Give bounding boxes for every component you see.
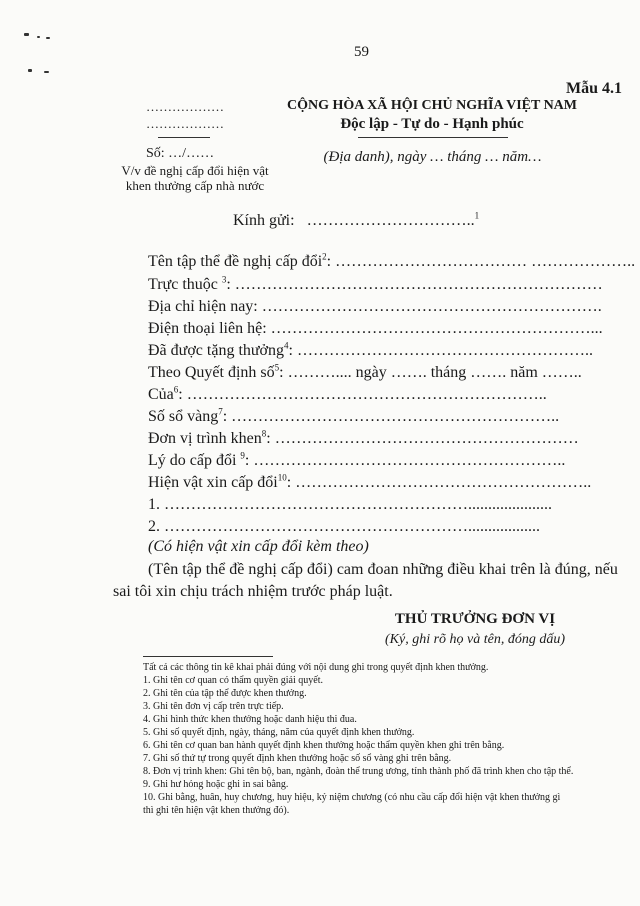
footnote-ref: 3 [221, 274, 227, 285]
national-motto: Độc lập - Tự do - Hạnh phúc [340, 116, 524, 132]
footnote-10: 10. Ghi bằng, huân, huy chương, huy hiệu, kỷ niệm chương (có nhu cầu cấp đổi hiện vật khen thưởng gì [143, 792, 561, 803]
subject-line-1: V/v đề nghị cấp đổi hiện vật [121, 163, 269, 178]
place-date: (Địa danh), ngày … tháng … năm… [323, 149, 542, 165]
field-phone [148, 320, 603, 338]
field-dots: : ……………………………… ……………….. [326, 253, 636, 270]
field-proposing-unit [148, 430, 579, 448]
attachment-note: (Có hiện vật xin cấp đổi kèm theo) [148, 538, 369, 555]
field-label: Đơn vị trình khen [148, 430, 262, 447]
field-dots: : ………………………………………………………….. [178, 386, 547, 403]
subject-line-2: khen thưởng cấp nhà nước [125, 178, 265, 193]
footnote-ref: 10 [277, 472, 287, 483]
field-dots: : ……………………………………………….. [288, 342, 593, 359]
field-label: Điện thoại liên hệ: [148, 320, 267, 337]
field-dots: : ………………………………………………… [266, 430, 579, 447]
footnote-general: Tất cả các thông tin kê khai phải đúng với nội dung ghi trong quyết định khen thưởng. [143, 662, 489, 673]
field-label: Trực thuộc [148, 276, 222, 293]
field-awarded [148, 342, 593, 360]
field-dots: …………………………………………………..................... [160, 496, 552, 513]
footnote-9: 9. Ghi hư hỏng hoặc ghi in sai bằng. [143, 779, 289, 790]
field-address [148, 298, 602, 316]
field-label: Đã được tặng thưởng [148, 342, 285, 359]
field-label: Địa chỉ hiện nay: [148, 298, 258, 315]
scan-mark [28, 69, 32, 72]
footnote-ref: 9 [240, 450, 245, 461]
signature-title: THỦ TRƯỞNG ĐƠN VỊ [394, 611, 556, 627]
agency-rule [158, 137, 210, 138]
scan-mark [37, 36, 40, 38]
field-collective-name [148, 253, 635, 271]
country-name: CỘNG HÒA XÃ HỘI CHỦ NGHĨA VIỆT NAM [286, 98, 577, 113]
field-dots: ……………………………………………………... [266, 320, 603, 337]
field-reason [148, 452, 565, 470]
field-dots: : …………………………………………………….. [222, 408, 560, 425]
field-affiliated [148, 276, 603, 294]
scan-mark [46, 37, 50, 39]
agency-dots-2: ……………… [146, 116, 224, 131]
motto-rule [358, 137, 508, 138]
field-issuer [148, 386, 547, 404]
footnote-8: 8. Đơn vị trình khen: Ghi tên bộ, ban, ngành, đoàn thể trung ương, tỉnh thành phố đã trình khen cho tập thể. [143, 766, 574, 777]
field-dots: : ………………………………………………….. [244, 452, 566, 469]
field-label: 2. [148, 518, 160, 535]
field-label: Hiện vật xin cấp đổi [148, 474, 278, 491]
field-label: Tên tập thể đề nghị cấp đổi [148, 253, 323, 270]
footnote-1: 1. Ghi tên cơ quan có thẩm quyền giải quyết. [143, 675, 323, 686]
commitment-line-2: sai tôi xin chịu trách nhiệm trước pháp luật. [113, 583, 393, 600]
field-item-1 [148, 496, 552, 514]
footnote-ref: 5 [274, 362, 280, 373]
scan-mark [24, 33, 29, 36]
greeting [233, 212, 479, 230]
footnote-6: 6. Ghi tên cơ quan ban hành quyết định khen thưởng hoặc thẩm quyền khen ghi trên bằng. [143, 740, 505, 751]
field-items-requested [148, 474, 591, 492]
field-label: Số sổ vàng [148, 408, 219, 425]
footnote-ref: 8 [261, 428, 267, 439]
document-number: Số: …/…… [146, 146, 215, 161]
field-label: Của [148, 386, 174, 403]
footnote-10-cont: thì ghi tên hiện vật khen thưởng đó). [143, 805, 290, 816]
footnote-2: 2. Ghi tên của tập thể được khen thưởng. [143, 688, 307, 699]
field-gold-book-number [148, 408, 559, 426]
footnote-ref: 7 [218, 406, 223, 417]
signature-note: (Ký, ghi rõ họ và tên, đóng dấu) [384, 632, 566, 647]
scan-mark [44, 71, 49, 73]
footnote-5: 5. Ghi số quyết định, ngày, tháng, năm của quyết định khen thưởng. [143, 727, 415, 738]
footnote-3: 3. Ghi tên đơn vị cấp trên trực tiếp. [143, 701, 284, 712]
field-label: Theo Quyết định số [148, 364, 275, 381]
form-code: Mẫu 4.1 [566, 80, 622, 97]
footnote-4: 4. Ghi hình thức khen thưởng hoặc danh hiệu thi đua. [143, 714, 357, 725]
field-label: 1. [148, 496, 160, 513]
field-dots: : ……….... ngày ……. tháng ……. năm …….. [279, 364, 582, 381]
field-dots: : ……………………………………………….. [286, 474, 592, 491]
footnote-ref: 2 [322, 251, 327, 262]
field-dots: : …………………………………………………………… [226, 276, 603, 293]
footnote-ref: 4 [284, 340, 289, 351]
field-dots: ………………………………………………………. [257, 298, 602, 315]
field-dots: ………………………………………………….................. [160, 518, 540, 535]
field-label: Lý do cấp đổi [148, 452, 241, 469]
field-item-2 [148, 518, 540, 536]
footnote-ref-1: 1 [474, 210, 480, 221]
greeting-dots: ………………………….. [306, 212, 475, 229]
agency-dots-1: ……………… [146, 99, 224, 114]
footnote-ref: 6 [173, 384, 179, 395]
field-decision-number [148, 364, 582, 382]
commitment-line-1: (Tên tập thể đề nghị cấp đổi) cam đoan những điều khai trên là đúng, nếu [148, 561, 618, 578]
greeting-label: Kính gửi: [233, 212, 295, 229]
page-number: 59 [354, 44, 369, 60]
footnote-rule [143, 656, 273, 657]
footnote-7: 7. Ghi số thứ tự trong quyết định khen thưởng hoặc số sổ vàng ghi trên bằng. [143, 753, 452, 764]
